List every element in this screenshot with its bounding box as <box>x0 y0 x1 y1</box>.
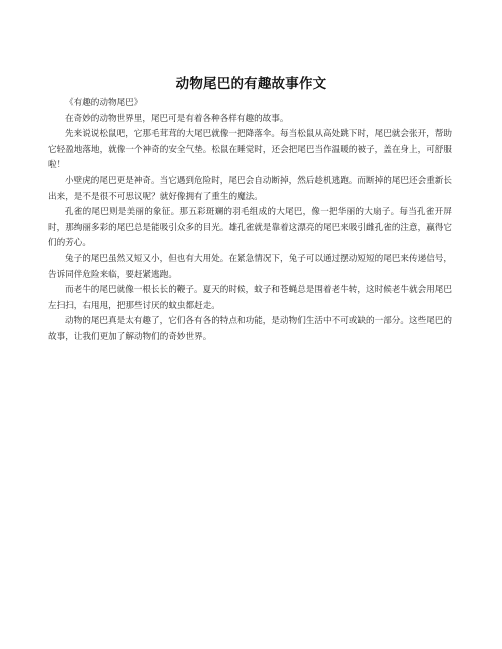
paragraph-rabbit: 兔子的尾巴虽然又短又小，但也有大用处。在紧急情况下，兔子可以通过摆动短短的尾巴来传递信号，告诉同伴危险来临，要赶紧逃跑。 <box>48 253 452 280</box>
paragraph-ox: 而老牛的尾巴就像一根长长的鞭子。夏天的时候，蚊子和苍蝇总是围着老牛转，这时候老牛就会用尾巴左扫扫，右甩甩，把那些讨厌的蚊虫都赶走。 <box>48 285 452 311</box>
paragraph-conclusion: 动物的尾巴真是太有趣了，它们各有各的特点和功能，是动物们生活中不可或缺的一部分。这些尾巴的故事，让我们更加了解动物们的奇妙世界。 <box>48 316 452 342</box>
document-body <box>48 96 452 346</box>
document-title: 动物尾巴的有趣故事作文 <box>175 76 327 92</box>
paragraph-intro: 在奇妙的动物世界里，尾巴可是有着各种各样有趣的故事。 <box>65 113 289 124</box>
paragraph-gecko: 小壁虎的尾巴更是神奇。当它遇到危险时，尾巴会自动断掉，然后趁机逃跑。而断掉的尾巴还会重新长出来，是不是很不可思议呢？就好像拥有了重生的魔法。 <box>48 175 452 202</box>
paragraph-peacock: 孔雀的尾巴则是美丽的象征。那五彩斑斓的羽毛组成的大尾巴，像一把华丽的大扇子。每当孔雀开屏时，那绚丽多彩的尾巴总是能吸引众多的目光。雄孔雀就是靠着这漂亮的尾巴来吸引雌孔雀的注意，赢得它们的芳心。 <box>48 207 452 249</box>
paragraph-subtitle: 《有趣的动物尾巴》 <box>65 98 143 108</box>
paragraph-squirrel: 先来说说松鼠吧，它那毛茸茸的大尾巴就像一把降落伞。每当松鼠从高处跳下时，尾巴就会张开，帮助它轻盈地落地，就像一个神奇的安全气垫。松鼠在睡觉时，还会把尾巴当作温暖的被子，盖在身上，可舒服啦！ <box>48 129 452 171</box>
